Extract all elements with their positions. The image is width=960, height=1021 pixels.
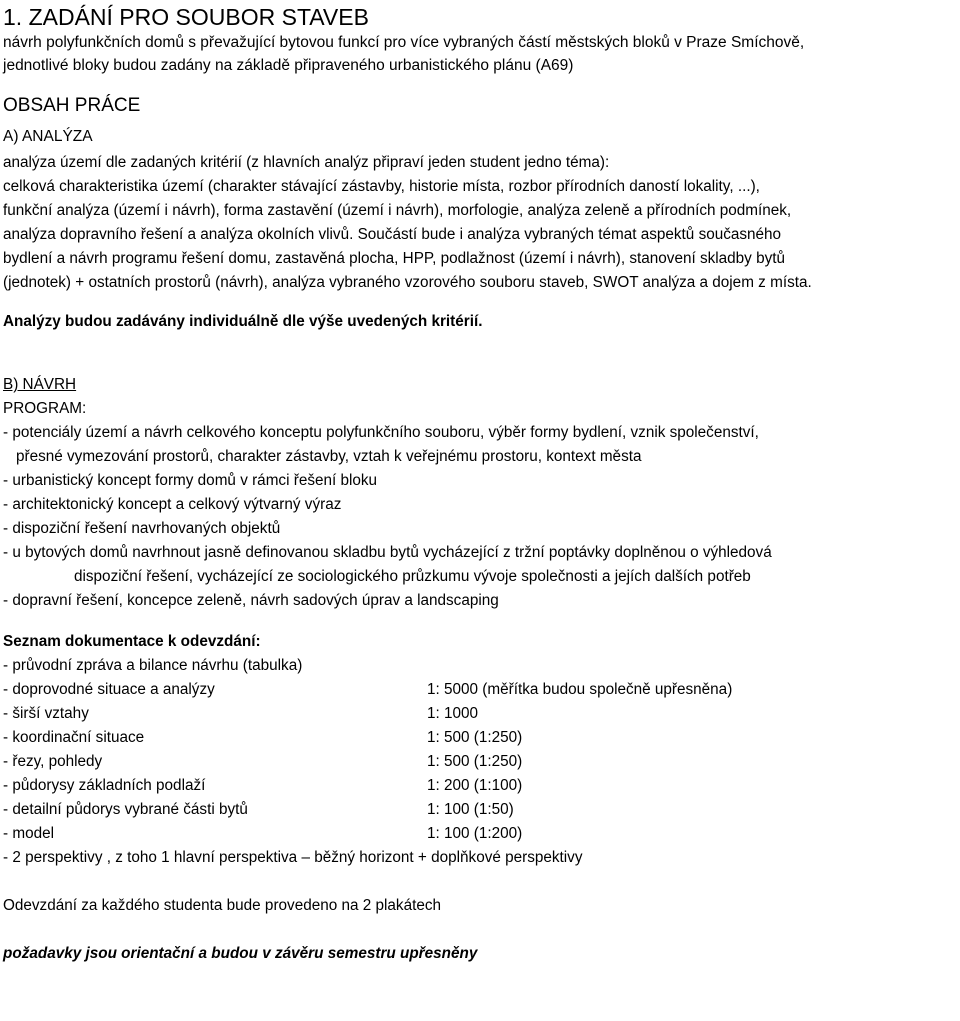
doc-item: - koordinační situace (3, 729, 145, 746)
doc-scale: 1: 200 (1:100) (427, 777, 523, 794)
doc-row (3, 726, 958, 750)
subtitle-line: návrh polyfunkčních domů s převažující bytovou funkcí pro více vybraných částí městských bloků v Praze Smíchově, (3, 34, 805, 51)
navrh-heading: B) NÁVRH (3, 376, 77, 393)
program-item: - dopravní řešení, koncepce zeleně, návrh sadových úprav a landscaping (3, 592, 499, 609)
doc-scale: 1: 100 (1:200) (427, 825, 523, 842)
analyza-line: (jednotek) + ostatních prostorů (návrh), analýza vybraného vzorového souboru staveb, SWOT analýza a dojem z místa. (3, 274, 812, 291)
program-label: PROGRAM: (3, 400, 87, 417)
document-page (3, 0, 958, 966)
program-item: - urbanistický koncept formy domů v rámci řešení bloku (3, 472, 378, 489)
analyza-line: bydlení a návrh programu řešení domu, zastavěná plocha, HPP, podlažnost (území i návrh), stanovení skladby bytů (3, 250, 785, 267)
odevzdani-text: Odevzdání za každého studenta bude provedeno na 2 plakátech (3, 897, 441, 914)
program-item: - dispoziční řešení navrhovaných objektů (3, 520, 281, 537)
docs-heading: Seznam dokumentace k odevzdání: (3, 633, 261, 650)
analyza-line: analýza dopravního řešení a analýza okolních vlivů. Součástí bude i analýza vybraných témat aspektů současného (3, 226, 782, 243)
docs-list (3, 654, 958, 870)
analyza-note: Analýzy budou zadávány individuálně dle výše uvedených kritérií. (3, 313, 483, 330)
doc-item: - půdorysy základních podlaží (3, 777, 206, 794)
doc-item: - průvodní zpráva a bilance návrhu (tabulka) (3, 657, 303, 674)
doc-item: - 2 perspektivy , z toho 1 hlavní perspektiva – běžný horizont + doplňkové perspektivy (3, 849, 583, 866)
program-item: - u bytových domů navrhnout jasně definovanou skladbu bytů vycházející z tržní poptávky doplněnou o výhledová (3, 544, 772, 561)
doc-row (3, 846, 958, 870)
doc-row (3, 822, 958, 846)
program-list (3, 421, 958, 613)
doc-scale: 1: 1000 (427, 705, 479, 722)
program-item: - potenciály území a návrh celkového konceptu polyfunkčního souboru, výběr formy bydlení, vznik společenství, (3, 424, 759, 441)
document-title: 1. ZADÁNÍ PRO SOUBOR STAVEB (3, 4, 369, 30)
doc-row (3, 798, 958, 822)
program-item: dispoziční řešení, vycházející ze sociologického průzkumu vývoje společnosti a jejích dalších potřeb (74, 568, 751, 585)
doc-row (3, 702, 958, 726)
analyza-line: analýza území dle zadaných kritérií (z hlavních analýz připraví jeden student jedno téma): (3, 154, 610, 171)
doc-scale: 1: 100 (1:50) (427, 801, 514, 818)
navrh-section (3, 373, 958, 613)
assignment-subtitle (3, 31, 958, 77)
analyza-heading: A) ANALÝZA (3, 128, 93, 145)
doc-item: - řezy, pohledy (3, 753, 103, 770)
doc-item: - model (3, 825, 55, 842)
doc-item: - detailní půdorys vybrané části bytů (3, 801, 248, 818)
program-item: - architektonický koncept a celkový výtvarný výraz (3, 496, 342, 513)
doc-item: - doprovodné situace a analýzy (3, 681, 215, 698)
doc-scale: 1: 500 (1:250) (427, 753, 523, 770)
doc-row (3, 750, 958, 774)
doc-item: - širší vztahy (3, 705, 89, 722)
analyza-paragraph (3, 151, 958, 295)
doc-row (3, 678, 958, 702)
analyza-line: celková charakteristika území (charakter stávající zástavby, historie místa, rozbor přírodních daností lokality, ...), (3, 178, 760, 195)
final-note: požadavky jsou orientační a budou v závěru semestru upřesněny (3, 945, 478, 962)
analyza-line: funkční analýza (území i návrh), forma zastavění (území i návrh), morfologie, analýza zeleně a přírodních podmínek, (3, 202, 792, 219)
obsah-heading: OBSAH PRÁCE (3, 95, 141, 116)
subtitle-line: jednotlivé bloky budou zadány na základě připraveného urbanistického plánu (A69) (3, 57, 574, 74)
doc-scale: 1: 5000 (měřítka budou společně upřesněna) (427, 681, 733, 698)
doc-row (3, 774, 958, 798)
doc-row (3, 654, 958, 678)
program-item: přesné vymezování prostorů, charakter zástavby, vztah k veřejnému prostoru, kontext města (16, 448, 642, 465)
doc-scale: 1: 500 (1:250) (427, 729, 523, 746)
